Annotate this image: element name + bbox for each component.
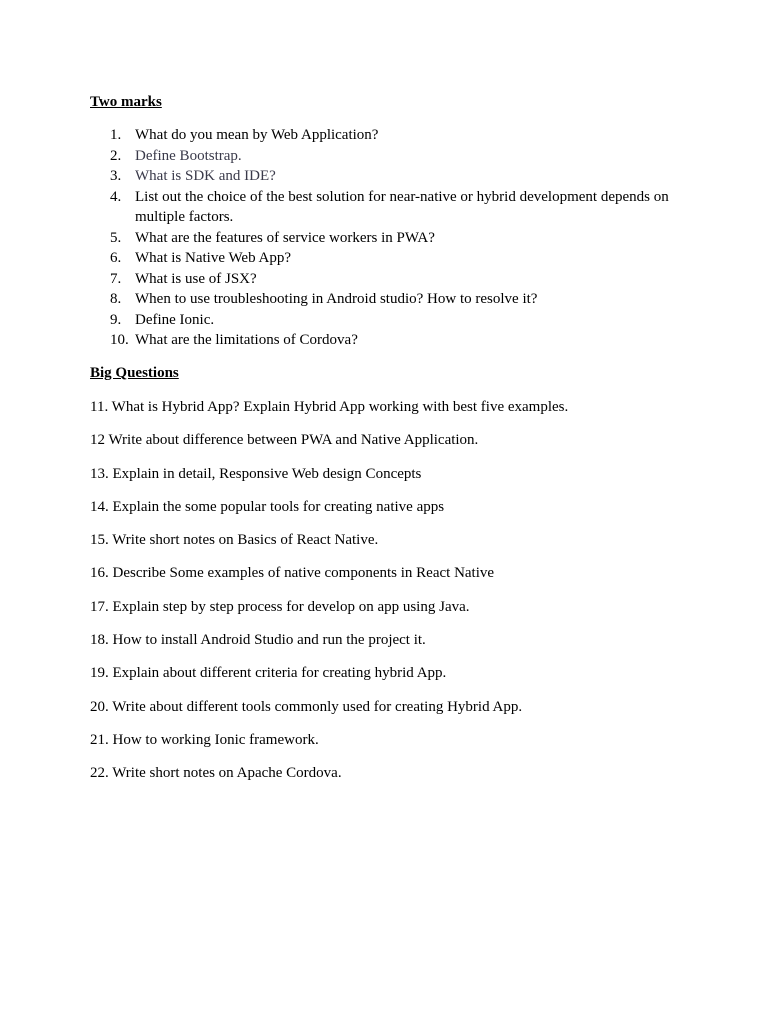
question-number: 5.	[110, 229, 122, 246]
question-item	[90, 330, 690, 351]
question-item	[90, 269, 690, 290]
question-text: What is Native Web App?	[135, 250, 291, 266]
question-item	[90, 125, 690, 146]
question-number: 3.	[110, 168, 122, 184]
big-question-item: 17. Explain step by step process for develop on app using Java.	[90, 598, 470, 615]
question-number: 10.	[110, 332, 129, 348]
question-number: 7.	[110, 270, 122, 287]
question-item	[90, 228, 690, 249]
big-question-item: 16. Describe Some examples of native components in React Native	[90, 565, 495, 582]
question-text: Define Bootstrap.	[135, 147, 242, 164]
question-item	[90, 310, 690, 331]
question-text: What are the limitations of Cordova?	[135, 332, 358, 348]
question-text: When to use troubleshooting in Android studio? How to resolve it?	[135, 291, 538, 307]
big-question-item: 12 Write about difference between PWA and Native Application.	[90, 432, 479, 449]
big-questions-heading: Big Questions	[90, 365, 179, 381]
question-text: What are the features of service workers in PWA?	[135, 229, 435, 246]
big-question-item: 22. Write short notes on Apache Cordova.	[90, 765, 342, 782]
question-text: What do you mean by Web Application?	[135, 127, 379, 143]
question-number: 6.	[110, 250, 122, 266]
big-question-item: 14. Explain the some popular tools for creating native apps	[90, 498, 445, 515]
big-question-item: 11. What is Hybrid App? Explain Hybrid App working with best five examples.	[90, 399, 569, 415]
big-question-item: 20. Write about different tools commonly used for creating Hybrid App.	[90, 698, 523, 715]
question-number: 9.	[110, 311, 122, 328]
big-question-item: 15. Write short notes on Basics of React Native.	[90, 532, 379, 549]
big-question-item: 18. How to install Android Studio and run the project it.	[90, 632, 426, 649]
question-text: Define Ionic.	[135, 311, 215, 328]
two-marks-list	[90, 125, 690, 351]
big-question-item: 21. How to working Ionic framework.	[90, 731, 319, 748]
big-question-item: 19. Explain about different criteria for creating hybrid App.	[90, 665, 447, 682]
question-text: What is SDK and IDE?	[135, 168, 276, 184]
question-text: List out the choice of the best solution for near-native or hybrid development depends on multiple factors.	[135, 188, 669, 225]
question-number: 4.	[110, 188, 122, 205]
question-item	[90, 146, 690, 167]
question-item	[90, 248, 690, 269]
question-number: 8.	[110, 291, 122, 307]
two-marks-heading: Two marks	[90, 94, 162, 110]
question-number: 2.	[110, 147, 122, 164]
question-item	[90, 187, 690, 228]
question-item	[90, 166, 690, 187]
big-question-item: 13. Explain in detail, Responsive Web design Concepts	[90, 465, 422, 482]
big-questions-list	[90, 397, 710, 797]
question-text: What is use of JSX?	[135, 270, 257, 287]
question-item	[90, 289, 690, 310]
question-number: 1.	[110, 127, 122, 143]
